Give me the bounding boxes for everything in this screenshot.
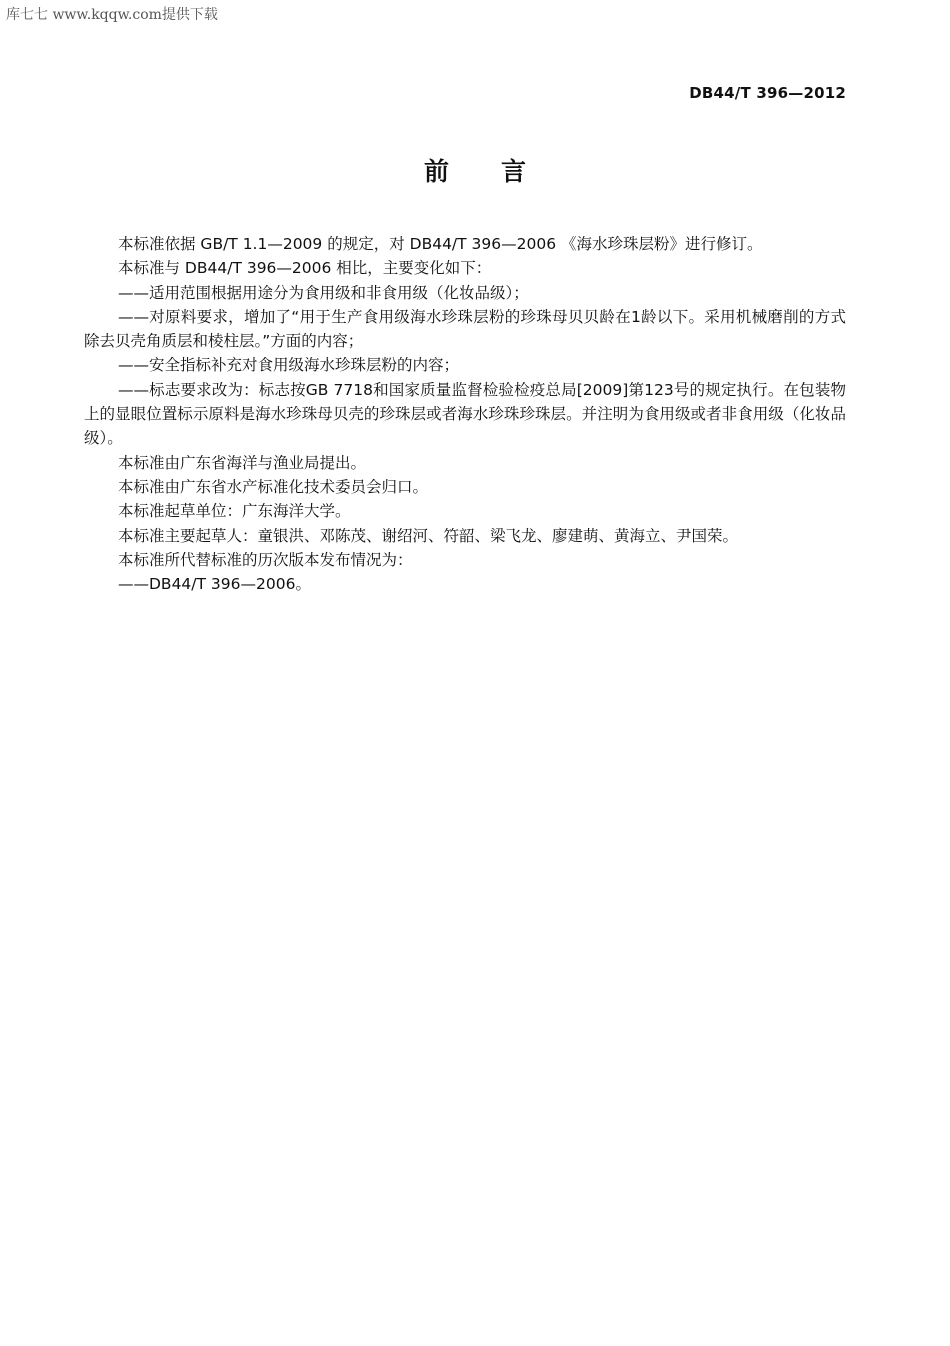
paragraph-changes-intro: 本标准与 DB44/T 396—2006 相比，主要变化如下： bbox=[118, 259, 492, 278]
paragraph-drafters: 本标准主要起草人：童银洪、邓陈茂、谢绍河、符韶、梁飞龙、廖建萌、黄海立、尹国荣。 bbox=[118, 526, 739, 545]
paragraph-change-labeling: ——标志要求改为：标志按GB 7718和国家质量监督检验检疫总局[2009]第123号的规定执行。在包装物上的显眼位置标示原料是海水珍珠母贝壳的珍珠层或者海水珍珠珍珠层。并注明为食用级或者非食用级（化妆品级）。 bbox=[84, 380, 846, 448]
paragraph-proposer: 本标准由广东省海洋与渔业局提出。 bbox=[118, 453, 367, 472]
paragraph-change-raw-material: ——对原料要求，增加了“用于生产食用级海水珍珠层粉的珍珠母贝贝龄在1龄以下。采用机械磨削的方式除去贝壳角质层和棱柱层。”方面的内容； bbox=[84, 307, 846, 351]
paragraph-change-scope: ——适用范围根据用途分为食用级和非食用级（化妆品级）； bbox=[118, 283, 529, 302]
paragraph-change-safety: ——安全指标补充对食用级海水珍珠层粉的内容； bbox=[118, 356, 460, 375]
paragraph-basis: 本标准依据 GB/T 1.1—2009 的规定，对 DB44/T 396—2006 《海水珍珠层粉》进行修订。 bbox=[118, 235, 763, 253]
paragraph-history-item: ——DB44/T 396—2006。 bbox=[118, 575, 311, 594]
paragraph-history-intro: 本标准所代替标准的历次版本发布情况为： bbox=[118, 550, 413, 569]
paragraph-committee: 本标准由广东省水产标准化技术委员会归口。 bbox=[118, 477, 429, 496]
foreword-body bbox=[84, 232, 846, 596]
page-title: 前言 bbox=[423, 157, 578, 186]
paragraph-drafting-unit: 本标准起草单位：广东海洋大学。 bbox=[118, 502, 351, 521]
document-code: DB44/T 396—2012 bbox=[689, 84, 846, 102]
watermark-text: 库七七 www.kqqw.com提供下载 bbox=[6, 7, 218, 23]
